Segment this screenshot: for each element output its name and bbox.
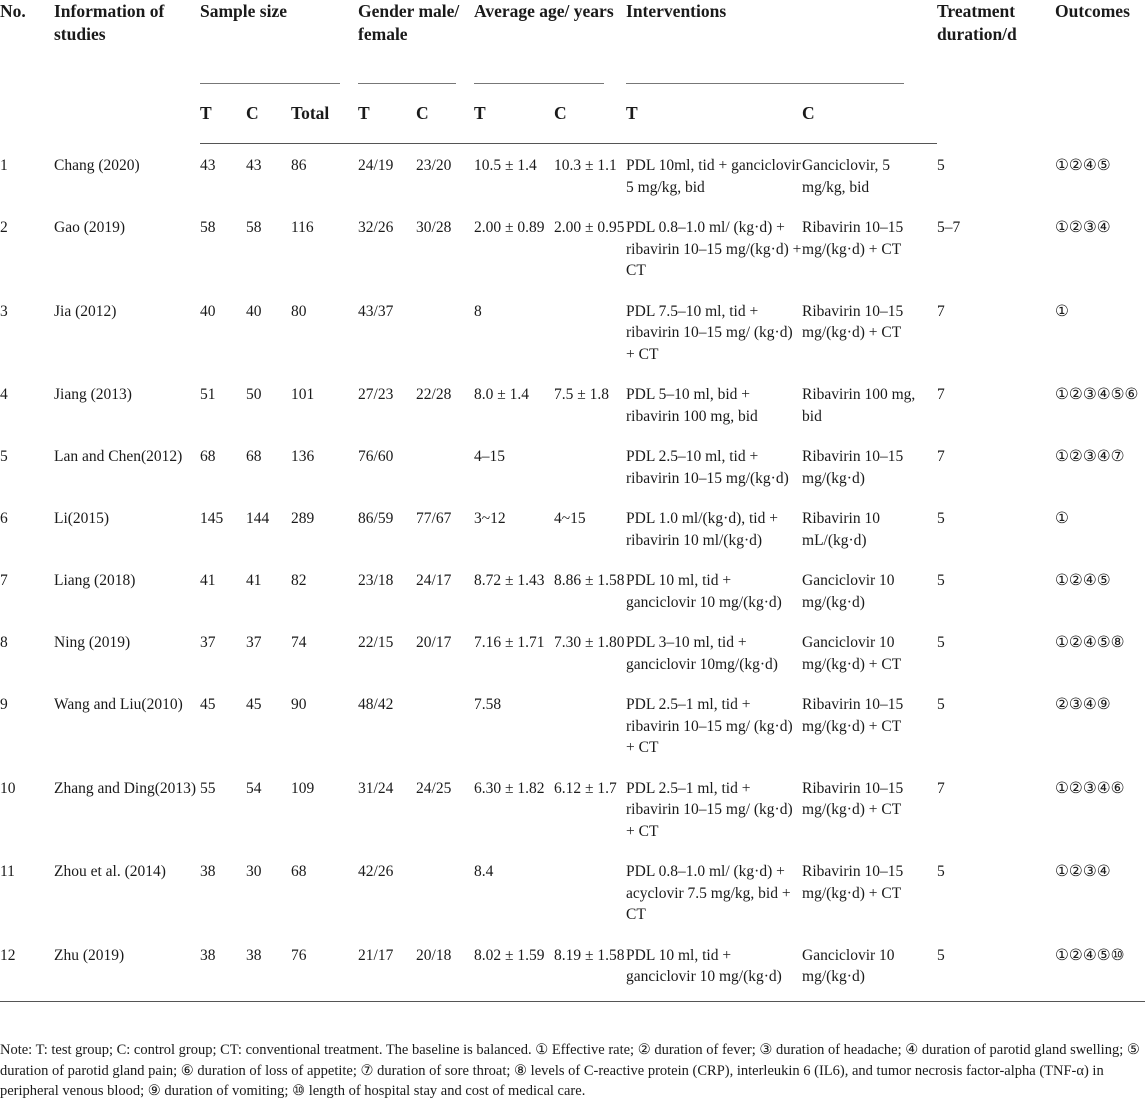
sample-c-cell: 30 xyxy=(246,863,262,880)
outcomes-cell: ① xyxy=(1055,510,1069,527)
intervention-c-cell: Ribavirin 10–15 mg/(kg·d) xyxy=(802,448,904,487)
subheader-intervention-t: T xyxy=(626,84,802,144)
gender-t-cell: 31/24 xyxy=(358,779,394,797)
intervention-c-cell: Ganciclovir, 5 mg/kg, bid xyxy=(802,157,891,196)
table-note: Note: T: test group; C: control group; CT: conventional treatment. The baseline is balanced. ① Effective rate; ② duration of fever; ③ duration of headache; ④ duration of parotid gland swelling; ⑤ duration of parotid gland pain; ⑥ duration of loss of appetite; ⑦ duration of sore throat; ⑧ levels of C-reactive protein (CRP), interleukin 6 (IL6), and tumor necrosis factor-alpha (TNF-α) in peripheral venous blood; ⑨ duration of vomiting; ⑩ length of hospital stay and cost of medical care. xyxy=(0,1042,1140,1099)
intervention-t-cell: PDL 3–10 ml, tid + ganciclovir 10mg/(kg·d) xyxy=(626,634,778,673)
subheader-gender-c: C xyxy=(416,84,474,144)
study-name-cell: Ning (2019) xyxy=(54,634,131,651)
sample-t-cell: 145 xyxy=(200,510,224,527)
gender-c-cell: 24/17 xyxy=(416,572,452,589)
sample-c-cell: 41 xyxy=(246,572,262,589)
age-t-cell: 10.5 ± 1.4 xyxy=(474,157,537,174)
sample-c-cell: 38 xyxy=(246,935,291,1002)
intervention-c-cell: Ribavirin 10–15 mg/(kg·d) + CT xyxy=(802,302,904,341)
table-row xyxy=(0,436,1145,498)
sample-total-cell: 109 xyxy=(291,779,315,797)
gender-c-cell: 23/20 xyxy=(416,157,452,174)
sample-total-cell: 74 xyxy=(291,634,307,651)
table-row xyxy=(0,560,1145,622)
table-row xyxy=(0,851,1145,935)
sample-t-cell: 38 xyxy=(200,935,246,1002)
age-t-cell: 4–15 xyxy=(474,448,506,465)
sample-t-cell: 68 xyxy=(200,448,216,465)
study-name-cell: Lan and Chen(2012) xyxy=(54,448,183,465)
age-c-cell xyxy=(554,851,626,935)
table-row xyxy=(0,498,1145,560)
row-number-cell: 6 xyxy=(0,510,8,527)
sample-t-cell: 45 xyxy=(200,696,216,713)
subheader-age-t: T xyxy=(474,84,554,144)
sample-c-cell: 144 xyxy=(246,510,270,527)
gender-t-cell: 48/42 xyxy=(358,696,394,713)
gender-c-cell: 24/25 xyxy=(416,779,452,797)
header-average-age: Average age/ years xyxy=(474,0,626,84)
sample-total-cell: 101 xyxy=(291,386,315,403)
treatment-duration-cell: 5–7 xyxy=(937,219,961,236)
subheader-age-c: C xyxy=(554,84,626,144)
header-outcomes: Outcomes xyxy=(1055,1,1130,21)
sample-c-cell: 68 xyxy=(246,448,262,465)
header-row-top xyxy=(0,0,1145,84)
gender-c-cell: 77/67 xyxy=(416,510,452,527)
study-name-cell: Gao (2019) xyxy=(54,219,126,236)
row-number-cell: 10 xyxy=(0,779,16,797)
gender-t-cell: 43/37 xyxy=(358,302,394,320)
sample-c-cell: 54 xyxy=(246,779,262,797)
outcomes-cell: ① xyxy=(1055,302,1069,320)
treatment-duration-cell: 5 xyxy=(937,696,945,713)
study-name-cell: Liang (2018) xyxy=(54,572,136,589)
sample-total-cell: 86 xyxy=(291,157,307,174)
age-t-cell: 2.00 ± 0.89 xyxy=(474,219,545,236)
intervention-t-cell: PDL 2.5–10 ml, tid + ribavirin 10–15 mg/(kg·d) xyxy=(626,448,789,487)
subheader-sample-total: Total xyxy=(291,84,358,144)
table-body xyxy=(0,144,1145,1002)
intervention-t-cell: PDL 2.5–1 ml, tid + ribavirin 10–15 mg/ (kg·d) + CT xyxy=(626,779,793,840)
age-c-cell xyxy=(554,291,626,375)
treatment-duration-cell: 5 xyxy=(937,634,945,651)
age-t-cell: 8.4 xyxy=(474,863,494,880)
header-interventions: Interventions xyxy=(626,0,937,84)
age-t-cell: 8.0 ± 1.4 xyxy=(474,386,530,403)
subheader-intervention-c: C xyxy=(802,84,937,144)
outcomes-cell: ①②④⑤⑩ xyxy=(1055,935,1145,1002)
age-t-cell: 8.72 ± 1.43 xyxy=(474,572,545,589)
gender-t-cell: 42/26 xyxy=(358,863,394,880)
sample-total-cell: 289 xyxy=(291,510,315,527)
study-name-cell: Jiang (2013) xyxy=(54,386,132,403)
sample-total-cell: 136 xyxy=(291,448,315,465)
header-no: No. xyxy=(0,1,26,21)
outcomes-cell: ①②③④ xyxy=(1055,863,1111,880)
sample-c-cell: 43 xyxy=(246,157,262,174)
age-c-cell: 6.12 ± 1.7 xyxy=(554,779,617,797)
outcomes-cell: ②③④⑨ xyxy=(1055,696,1111,713)
gender-t-cell: 24/19 xyxy=(358,157,394,174)
age-c-cell: 4~15 xyxy=(554,510,586,527)
gender-c-cell xyxy=(416,684,474,768)
gender-t-cell: 86/59 xyxy=(358,510,394,527)
gender-c-cell: 30/28 xyxy=(416,219,452,236)
gender-t-cell: 22/15 xyxy=(358,634,394,651)
sample-t-cell: 38 xyxy=(200,863,216,880)
sample-c-cell: 40 xyxy=(246,302,262,320)
study-name-cell: Zhu (2019) xyxy=(54,935,200,1002)
row-number-cell: 5 xyxy=(0,448,8,465)
age-t-cell: 8.02 ± 1.59 xyxy=(474,935,554,1002)
intervention-c-cell: Ribavirin 10–15 mg/(kg·d) + CT xyxy=(802,696,904,735)
intervention-c-cell: Ganciclovir 10 mg/(kg·d) xyxy=(802,935,937,1002)
row-number-cell: 4 xyxy=(0,386,8,403)
intervention-c-cell: Ribavirin 10 mL/(kg·d) xyxy=(802,510,880,549)
sample-total-cell: 82 xyxy=(291,572,307,589)
sample-c-cell: 58 xyxy=(246,219,262,236)
age-t-cell: 7.58 xyxy=(474,696,502,713)
treatment-duration-cell: 7 xyxy=(937,779,945,797)
row-number-cell: 1 xyxy=(0,156,8,174)
gender-c-cell xyxy=(416,436,474,498)
row-number-cell: 3 xyxy=(0,302,8,320)
outcomes-cell: ①②③④⑤⑥ xyxy=(1055,386,1139,403)
outcomes-cell: ①②③④ xyxy=(1055,219,1111,236)
intervention-c-cell: Ribavirin 100 mg, bid xyxy=(802,386,916,425)
age-t-cell: 3~12 xyxy=(474,510,506,527)
subheader-sample-t: T xyxy=(200,84,246,144)
study-name-cell: Chang (2020) xyxy=(54,156,140,174)
outcomes-cell: ①②④⑤ xyxy=(1055,572,1111,589)
treatment-duration-cell: 7 xyxy=(937,302,945,320)
age-c-cell: 10.3 ± 1.1 xyxy=(554,157,617,174)
sample-total-cell: 80 xyxy=(291,302,307,320)
row-number-cell: 12 xyxy=(0,935,54,1002)
intervention-t-cell: PDL 0.8–1.0 ml/ (kg·d) + ribavirin 10–15 mg/(kg·d) + CT xyxy=(626,219,802,279)
age-c-cell xyxy=(554,684,626,768)
header-sample-size: Sample size xyxy=(200,0,358,84)
gender-t-cell: 32/26 xyxy=(358,219,394,236)
sample-total-cell: 90 xyxy=(291,696,307,713)
table-row xyxy=(0,768,1145,852)
row-number-cell: 11 xyxy=(0,863,15,880)
intervention-c-cell: Ganciclovir 10 mg/(kg·d) + CT xyxy=(802,634,902,673)
outcomes-cell: ①②③④⑦ xyxy=(1055,448,1125,465)
table-row xyxy=(0,374,1145,436)
intervention-t-cell: PDL 5–10 ml, bid + ribavirin 100 mg, bid xyxy=(626,386,758,425)
intervention-c-cell: Ganciclovir 10 mg/(kg·d) xyxy=(802,572,895,611)
intervention-t-cell: PDL 7.5–10 ml, tid + ribavirin 10–15 mg/ (kg·d) + CT xyxy=(626,302,793,363)
subheader-gender-t: T xyxy=(358,84,416,144)
subheader-sample-c: C xyxy=(246,84,291,144)
age-t-cell: 6.30 ± 1.82 xyxy=(474,779,545,797)
age-t-cell: 8 xyxy=(474,302,482,320)
sample-t-cell: 37 xyxy=(200,634,216,651)
age-c-cell: 8.86 ± 1.58 xyxy=(554,572,625,589)
gender-t-cell: 27/23 xyxy=(358,386,394,403)
study-name-cell: Li(2015) xyxy=(54,510,110,527)
sample-c-cell: 45 xyxy=(246,696,262,713)
age-c-cell: 7.30 ± 1.80 xyxy=(554,634,625,651)
gender-c-cell: 20/17 xyxy=(416,634,452,651)
header-gender: Gender male/ female xyxy=(358,0,474,84)
intervention-c-cell: Ribavirin 10–15 mg/(kg·d) + CT xyxy=(802,863,904,902)
sample-total-cell: 116 xyxy=(291,219,314,236)
study-name-cell: Wang and Liu(2010) xyxy=(54,696,183,713)
gender-c-cell: 22/28 xyxy=(416,386,452,403)
intervention-t-cell: PDL 0.8–1.0 ml/ (kg·d) + acyclovir 7.5 mg/kg, bid + CT xyxy=(626,863,791,923)
row-number-cell: 9 xyxy=(0,696,8,713)
table-row xyxy=(0,622,1145,684)
treatment-duration-cell: 5 xyxy=(937,572,945,589)
intervention-c-cell: Ribavirin 10–15 mg/(kg·d) + CT xyxy=(802,779,904,818)
age-c-cell: 2.00 ± 0.95 xyxy=(554,219,625,236)
intervention-t-cell: PDL 10ml, tid + ganciclovir 5 mg/kg, bid xyxy=(626,157,801,196)
gender-c-cell: 20/18 xyxy=(416,935,474,1002)
intervention-t-cell: PDL 10 ml, tid + ganciclovir 10 mg/(kg·d) xyxy=(626,572,782,611)
gender-c-cell xyxy=(416,851,474,935)
treatment-duration-cell: 7 xyxy=(937,448,945,465)
gender-t-cell: 76/60 xyxy=(358,448,394,465)
table-row xyxy=(0,207,1145,291)
intervention-c-cell: Ribavirin 10–15 mg/(kg·d) + CT xyxy=(802,219,904,258)
table-row xyxy=(0,291,1145,375)
sample-t-cell: 41 xyxy=(200,572,216,589)
intervention-t-cell: PDL 2.5–1 ml, tid + ribavirin 10–15 mg/ (kg·d) + CT xyxy=(626,696,793,756)
sample-total-cell: 76 xyxy=(291,935,358,1002)
treatment-duration-cell: 5 xyxy=(937,863,945,880)
gender-t-cell: 23/18 xyxy=(358,572,394,589)
table-row xyxy=(0,684,1145,768)
sample-total-cell: 68 xyxy=(291,863,307,880)
sample-c-cell: 37 xyxy=(246,634,262,651)
gender-c-cell xyxy=(416,291,474,375)
header-information: Information of studies xyxy=(54,1,165,44)
gender-t-cell: 21/17 xyxy=(358,935,416,1002)
age-c-cell: 7.5 ± 1.8 xyxy=(554,386,610,403)
sample-c-cell: 50 xyxy=(246,386,262,403)
age-c-cell: 8.19 ± 1.58 xyxy=(554,935,626,1002)
treatment-duration-cell: 5 xyxy=(937,156,945,174)
treatment-duration-cell: 5 xyxy=(937,935,1055,1002)
intervention-t-cell: PDL 1.0 ml/(kg·d), tid + ribavirin 10 ml/(kg·d) xyxy=(626,510,778,549)
header-treatment-duration: Treatment duration/d xyxy=(937,1,1017,44)
table-row xyxy=(0,144,1145,208)
sample-t-cell: 40 xyxy=(200,302,216,320)
outcomes-cell: ①②④⑤ xyxy=(1055,156,1111,174)
age-c-cell xyxy=(554,436,626,498)
study-name-cell: Zhou et al. (2014) xyxy=(54,863,166,880)
intervention-t-cell: PDL 10 ml, tid + ganciclovir 10 mg/(kg·d) xyxy=(626,935,802,1002)
treatment-duration-cell: 7 xyxy=(937,386,945,403)
sample-t-cell: 55 xyxy=(200,779,216,797)
outcomes-cell: ①②③④⑥ xyxy=(1055,779,1125,797)
sample-t-cell: 58 xyxy=(200,219,216,236)
sample-t-cell: 43 xyxy=(200,157,216,174)
row-number-cell: 2 xyxy=(0,219,8,236)
age-t-cell: 7.16 ± 1.71 xyxy=(474,634,545,651)
treatment-duration-cell: 5 xyxy=(937,510,945,527)
study-name-cell: Jia (2012) xyxy=(54,302,117,320)
outcomes-cell: ①②④⑤⑧ xyxy=(1055,634,1125,651)
row-number-cell: 8 xyxy=(0,634,8,651)
sample-t-cell: 51 xyxy=(200,386,216,403)
study-name-cell: Zhang and Ding(2013) xyxy=(54,779,197,797)
table-row xyxy=(0,935,1145,1002)
row-number-cell: 7 xyxy=(0,572,8,589)
